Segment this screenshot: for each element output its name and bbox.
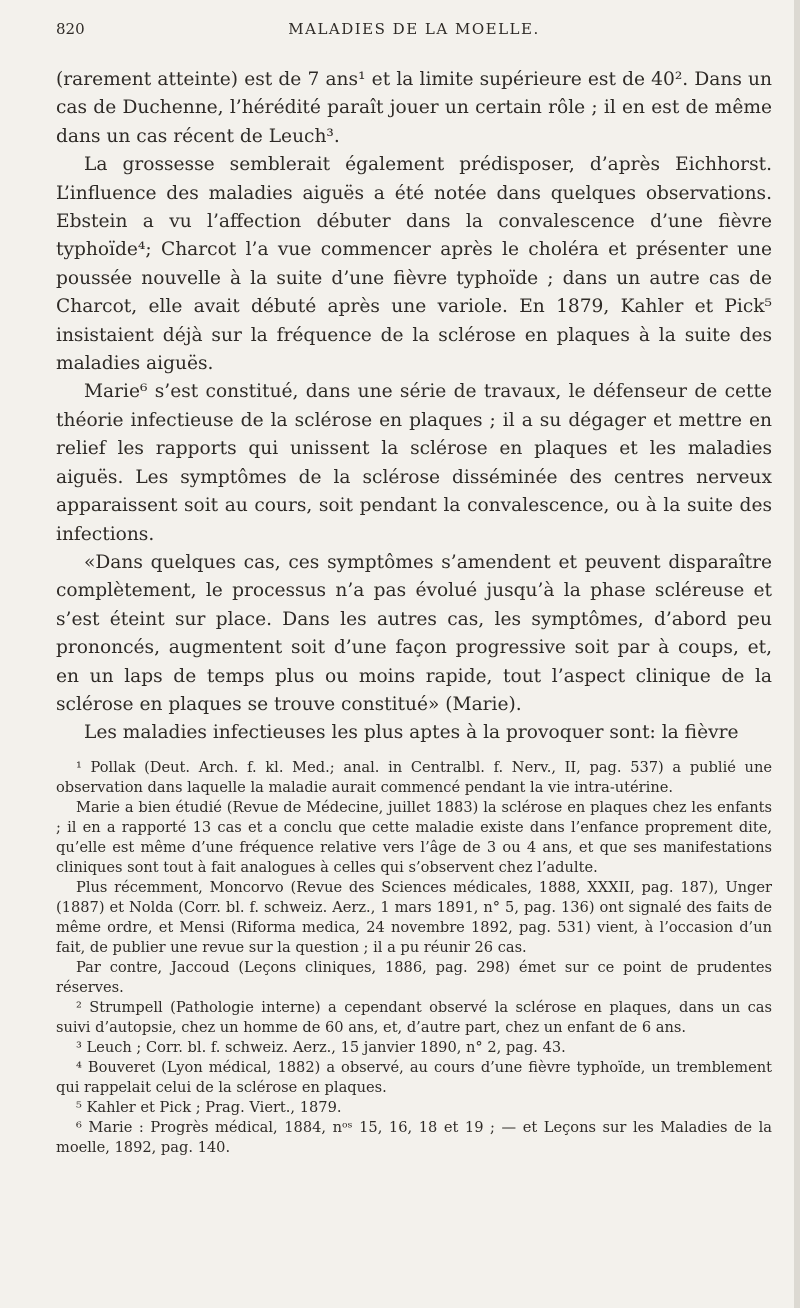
footnote: Par contre, Jaccoud (Leçons cliniques, 1886, pag. 298) émet sur ce point de prudentes réserves. [56, 958, 772, 996]
page-header [56, 20, 772, 50]
footnote: ⁶ Marie : Progrès médical, 1884, nᵒˢ 15, 16, 18 et 19 ; — et Leçons sur les Maladies de la moelle, 1892, pag. 140. [56, 1118, 772, 1156]
footnote: ¹ Pollak (Deut. Arch. f. kl. Med.; anal. in Centralbl. f. Nerv., II, pag. 537) a publié une observation dans laquelle la maladie aurait commencé pendant la vie intra-utérine. [56, 758, 772, 796]
paragraph: Marie⁶ s’est constitué, dans une série de travaux, le défenseur de cette théorie infectieuse de la sclérose en plaques ; il a su dégager et mettre en relief les rapports qui unissent la sclérose en plaques et les maladies aiguës. Les symptômes de la sclérose disséminée des centres nerveux apparaissent soit au cours, soit pendant la convalescence, ou à la suite des infections. [56, 381, 772, 545]
body-text [56, 66, 772, 748]
footnote: ³ Leuch ; Corr. bl. f. schweiz. Aerz., 15 janvier 1890, n° 2, pag. 43. [76, 1038, 566, 1056]
paragraph: «Dans quelques cas, ces symptômes s’amendent et peuvent disparaître complètement, le processus n’a pas évolué jusqu’à la phase scléreuse et s’est éteint sur place. Dans les autres cas, les symptômes, d’abord peu prononcés, augmentent soit d’une façon progressive soit par à coups, et, en un laps de temps plus ou moins rapide, tout l’aspect clinique de la sclérose en plaques se trouve constitué» (Marie). [56, 551, 772, 715]
footnotes [56, 758, 772, 1158]
paragraph: (rarement atteinte) est de 7 ans¹ et la limite supérieure est de 40². Dans un cas de Duchenne, l’hérédité paraît jouer un certain rôle ; il en est de même dans un cas récent de Leuch³. [56, 69, 772, 147]
footnote: Marie a bien étudié (Revue de Médecine, juillet 1883) la sclérose en plaques chez les enfants ; il en a rapporté 13 cas et a conclu que cette maladie existe dans l’enfance proprement dite, qu’elle est même d’une fréquence relative vers l’âge de 3 ou 4 ans, et que ses manifestations cliniques sont tout à fait analogues à celles qui s’observent chez l’adulte. [56, 798, 772, 876]
footnote: ⁴ Bouveret (Lyon médical, 1882) a observé, au cours d’une fièvre typhoïde, un tremblement qui rappelait celui de la sclérose en plaques. [56, 1058, 772, 1096]
page-number: 820 [56, 20, 85, 38]
paragraph: Les maladies infectieuses les plus aptes à la provoquer sont: la fièvre [84, 722, 739, 744]
book-page [56, 20, 772, 1158]
footnote: ⁵ Kahler et Pick ; Prag. Viert., 1879. [76, 1098, 342, 1116]
page-edge [794, 0, 800, 1308]
footnote: ² Strumpell (Pathologie interne) a cependant observé la sclérose en plaques, dans un cas suivi d’autopsie, chez un homme de 60 ans, et, d’autre part, chez un enfant de 6 ans. [56, 998, 772, 1036]
paragraph: La grossesse semblerait également prédisposer, d’après Eichhorst. L’influence des maladies aiguës a été notée dans quelques observations. Ebstein a vu l’affection débuter dans la convalescence d’une fièvre typhoïde⁴; Charcot l’a vue commencer après le choléra et présenter une poussée nouvelle à la suite d’une fièvre typhoïde ; dans un autre cas de Charcot, elle avait débuté après une variole. En 1879, Kahler et Pick⁵ insistaient déjà sur la fréquence de la sclérose en plaques à la suite des maladies aiguës. [56, 154, 772, 375]
running-title: MALADIES DE LA MOELLE. [288, 20, 540, 38]
footnote: Plus récemment, Moncorvo (Revue des Sciences médicales, 1888, XXXII, pag. 187), Unger (1887) et Nolda (Corr. bl. f. schweiz. Aerz., 1 mars 1891, n° 5, pag. 136) ont signalé des faits de même ordre, et Mensi (Riforma medica, 24 novembre 1892, pag. 531) vient, à l’occasion d’un fait, de publier une revue sur la question ; il a pu réunir 26 cas. [56, 878, 772, 956]
